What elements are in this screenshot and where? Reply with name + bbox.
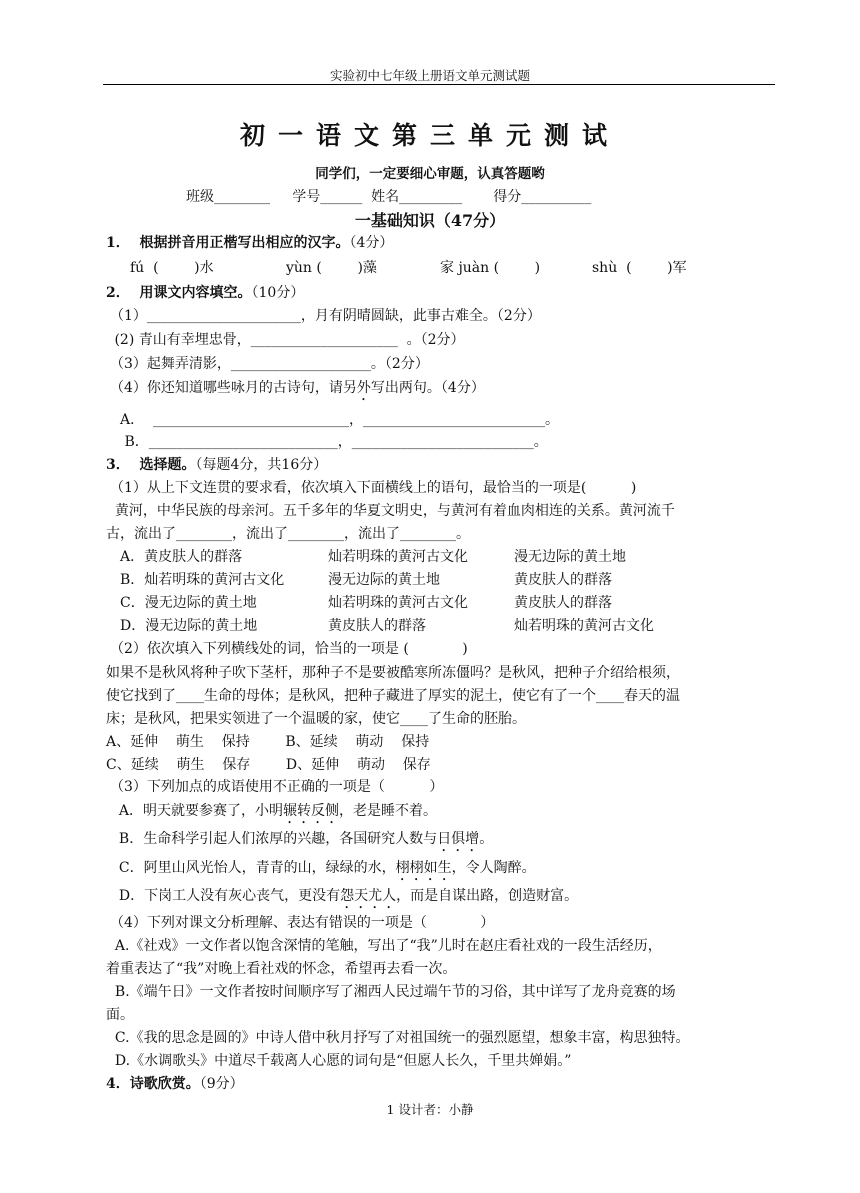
q3-2-text-line-2: 使它找到了____生命的母体；是秋风，把种子藏进了厚实的泥土，使它有了一个____春天的温 — [106, 688, 680, 704]
q3-3-d-post: ，而是自谋出路，创造财富。 — [396, 888, 579, 904]
q3-1-option-a-col3: 漫无边际的黄土地 — [514, 549, 626, 565]
q3-3-d-idiom: 怨天尤人 — [340, 888, 397, 904]
q3-2-stem: （2）依次填入下列横线处的词，恰当的一项是 ( ) — [110, 641, 468, 657]
q1-item-3: 家 juàn ( ) — [440, 260, 541, 276]
q1-score: （4分） — [349, 235, 394, 251]
q1-item-2: yùn ( )藻 — [286, 260, 377, 276]
q4-heading — [106, 1074, 244, 1094]
q2-line-4-part-a: （4）你还知道哪些咏月的古诗句，请另 — [110, 380, 357, 396]
q4-title: 4．诗歌欣赏。 — [106, 1076, 200, 1092]
q3-2-options-row-1: A、延伸 萌生 保持 B、延续 萌动 保持 — [106, 734, 430, 750]
q3-1-option-c-col1: C．漫无边际的黄土地 — [120, 595, 257, 611]
q3-1-text-line-2: 古，流出了________，流出了________，流出了________。 — [106, 526, 470, 542]
q3-1-option-a-col1: A．黄皮肤人的群落 — [120, 549, 243, 565]
student-info-line: 班级________ 学号______ 姓名_________ 得分__________ — [186, 189, 592, 205]
q2-answer-a: A． ____________________________，__________________________。 — [120, 412, 560, 428]
q3-1-option-b-col3: 黄皮肤人的群落 — [514, 572, 612, 588]
q2-line-3: （3）起舞弄清影，____________________。（2分） — [110, 356, 429, 372]
q3-1-option-c-col3: 黄皮肤人的群落 — [514, 595, 612, 611]
q3-2-options-row-2: C、延续 萌生 保存 D、延伸 萌动 保存 — [106, 757, 431, 773]
q3-2-text-line-3: 床；是秋风，把果实领进了一个温暖的家，使它____了生命的胚胎。 — [106, 711, 526, 727]
q3-3-option-b — [110, 829, 493, 855]
q3-3-stem: （3）下列加点的成语使用不正确的一项是（ ） — [110, 779, 444, 795]
q1-item-1: fú ( )水 — [130, 260, 214, 276]
running-header: 实验初中七年级上册语文单元测试题 — [329, 68, 530, 83]
q3-3-c-idiom: 栩栩如生 — [395, 860, 452, 876]
q1-heading — [106, 233, 393, 253]
q3-3-option-d — [110, 886, 578, 912]
q3-4-option-a-line-2: 着重表达了“我”对晚上看社戏的怀念，希望再去看一次。 — [106, 961, 457, 977]
header-rule — [103, 84, 775, 85]
q3-title: 3． 选择题。 — [106, 457, 196, 473]
q3-heading — [106, 455, 327, 475]
q3-score: （每题4分，共16分） — [195, 457, 328, 473]
q3-2-text-line-1: 如果不是秋风将种子吹下茎杆，那种子不是要被酷寒所冻僵吗？是秋风，把种子介绍给根须， — [106, 665, 680, 681]
q3-4-option-d: D.《水调歌头》中道尽千载离人心愿的词句是“但愿人长久，千里共婵娟。” — [106, 1053, 572, 1069]
q3-3-option-c — [110, 858, 536, 884]
q3-3-option-a — [110, 801, 437, 827]
q3-1-option-a-col2: 灿若明珠的黄河古文化 — [328, 549, 468, 565]
q2-line-1: （1）______________________，月有阴晴圆缺，此事古难全。（2分） — [110, 308, 541, 324]
q2-answer-b: B．___________________________，__________________________。 — [120, 434, 548, 450]
q2-line-4-part-b: 写出两句。（4分） — [370, 380, 485, 396]
q3-1-option-b-col2: 漫无边际的黄土地 — [328, 572, 440, 588]
q4-score: （9分） — [199, 1076, 244, 1092]
q3-1-option-d-col1: D．漫无边际的黄土地 — [120, 618, 258, 634]
q3-4-option-b-line-2: 面。 — [106, 1007, 134, 1023]
q3-4-option-a-line-1: A.《社戏》一文作者以饱含深情的笔触，写出了“我”儿时在赵庄看社戏的一段生活经历， — [106, 938, 662, 954]
subtitle: 同学们，一定要细心审题，认真答题哟 — [315, 166, 545, 182]
q3-4-option-c: C.《我的思念是圆的》中诗人借中秋月抒写了对祖国统一的强烈愿望，想象丰富，构思独特。 — [106, 1030, 690, 1046]
q2-line-2: (2) 青山有幸埋忠骨，_____________________ 。（2分） — [110, 332, 465, 348]
q3-1-stem: （1）从上下文连贯的要求看，依次填入下面横线上的语句，最恰当的一项是( ) — [110, 480, 637, 496]
q3-1-option-c-col2: 灿若明珠的黄河古文化 — [328, 595, 468, 611]
q1-item-4: shù ( )军 — [592, 260, 687, 276]
q3-1-text-line-1: 黄河，中华民族的母亲河。五千多年的华夏文明史，与黄河有着血肉相连的关系。黄河流千 — [106, 503, 675, 519]
q3-3-c-pre: C．阿里山风光怡人，青青的山，绿绿的水， — [110, 860, 396, 876]
section-heading-basics: 一基础知识（47分） — [354, 211, 506, 230]
q3-3-d-pre: D．下岗工人没有灰心丧气，更没有 — [110, 888, 341, 904]
q3-3-c-post: ，令人陶醉。 — [451, 860, 536, 876]
q2-score: （10分） — [251, 285, 305, 301]
q3-1-option-b-col1: B．灿若明珠的黄河古文化 — [120, 572, 285, 588]
q3-3-b-post: 。 — [479, 831, 494, 847]
q3-3-a-post: ，老是睡不着。 — [339, 803, 438, 819]
q3-1-option-d-col2: 黄皮肤人的群落 — [328, 618, 426, 634]
q2-title: 2． 用课文内容填空。 — [106, 285, 252, 301]
q3-4-stem: （4）下列对课文分析理解、表达有错误的一项是（ ） — [110, 915, 495, 931]
q3-4-option-b-line-1: B.《端午日》一文作者按时间顺序写了湘西人民过端午节的习俗，其中详写了龙舟竞赛的场 — [106, 984, 676, 1000]
q3-1-option-d-col3: 灿若明珠的黄河古文化 — [514, 618, 654, 634]
page-footer: 1 设计者：小静 — [386, 1102, 474, 1117]
q1-title: 1． 根据拼音用正楷写出相应的汉字。 — [106, 235, 350, 251]
q2-line-4 — [110, 378, 485, 404]
q2-heading — [106, 283, 304, 303]
q2-line-4-dotted: 外 — [356, 380, 371, 396]
q3-3-b-pre: B．生命科学引起人们浓厚的兴趣，各国研究人数与 — [110, 831, 438, 847]
q3-3-b-idiom: 日俱增 — [437, 831, 480, 847]
q3-3-a-idiom: 辗转反侧 — [283, 803, 340, 819]
page-title: 初一语文第三单元测试 — [239, 121, 620, 150]
q3-3-a-pre: A．明天就要参赛了，小明 — [110, 803, 284, 819]
